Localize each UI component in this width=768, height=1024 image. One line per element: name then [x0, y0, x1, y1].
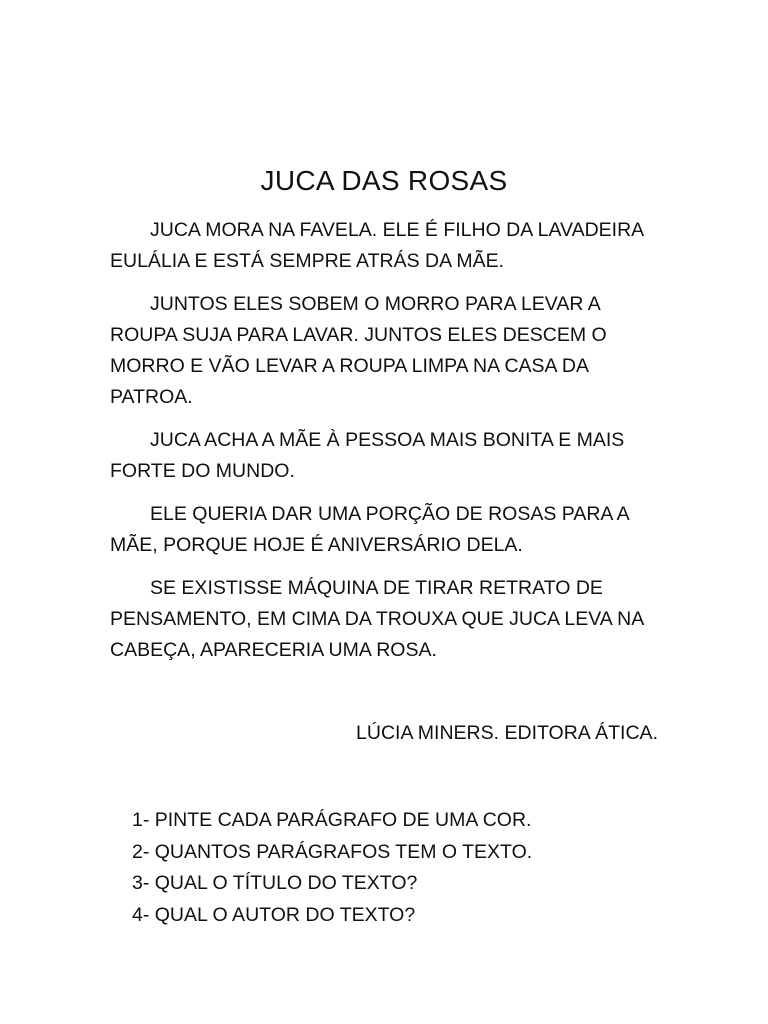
paragraph-5: SE EXISTISSE MÁQUINA DE TIRAR RETRATO DE PENSAMENTO, EM CIMA DA TROUXA QUE JUCA LEVA NA CABEÇA, APARECERIA UMA ROSA. — [110, 577, 644, 661]
document-title: JUCA DAS ROSAS — [260, 165, 508, 196]
question-1: 1- PINTE CADA PARÁGRAFO DE UMA COR. — [132, 809, 532, 831]
author-credit: LÚCIA MINERS. EDITORA ÁTICA. — [356, 722, 658, 744]
question-4: 4- QUAL O AUTOR DO TEXTO? — [132, 903, 416, 926]
paragraph-4: ELE QUERIA DAR UMA PORÇÃO DE ROSAS PARA A MÃE, PORQUE HOJE É ANIVERSÁRIO DELA. — [110, 503, 629, 556]
question-3: 3- QUAL O TÍTULO DO TEXTO? — [132, 872, 418, 894]
story-body — [110, 215, 665, 678]
question-list — [132, 805, 692, 931]
paragraph-1: JUCA MORA NA FAVELA. ELE É FILHO DA LAVADEIRA EULÁLIA E ESTÁ SEMPRE ATRÁS DA MÃE. — [110, 219, 644, 272]
question-2: 2- QUANTOS PARÁGRAFOS TEM O TEXTO. — [132, 840, 533, 863]
paragraph-2: JUNTOS ELES SOBEM O MORRO PARA LEVAR A ROUPA SUJA PARA LAVAR. JUNTOS ELES DESCEM O MORRO E VÃO LEVAR A ROUPA LIMPA NA CASA DA PATROA. — [110, 293, 607, 408]
paragraph-3: JUCA ACHA A MÃE À PESSOA MAIS BONITA E MAIS FORTE DO MUNDO. — [110, 429, 625, 482]
